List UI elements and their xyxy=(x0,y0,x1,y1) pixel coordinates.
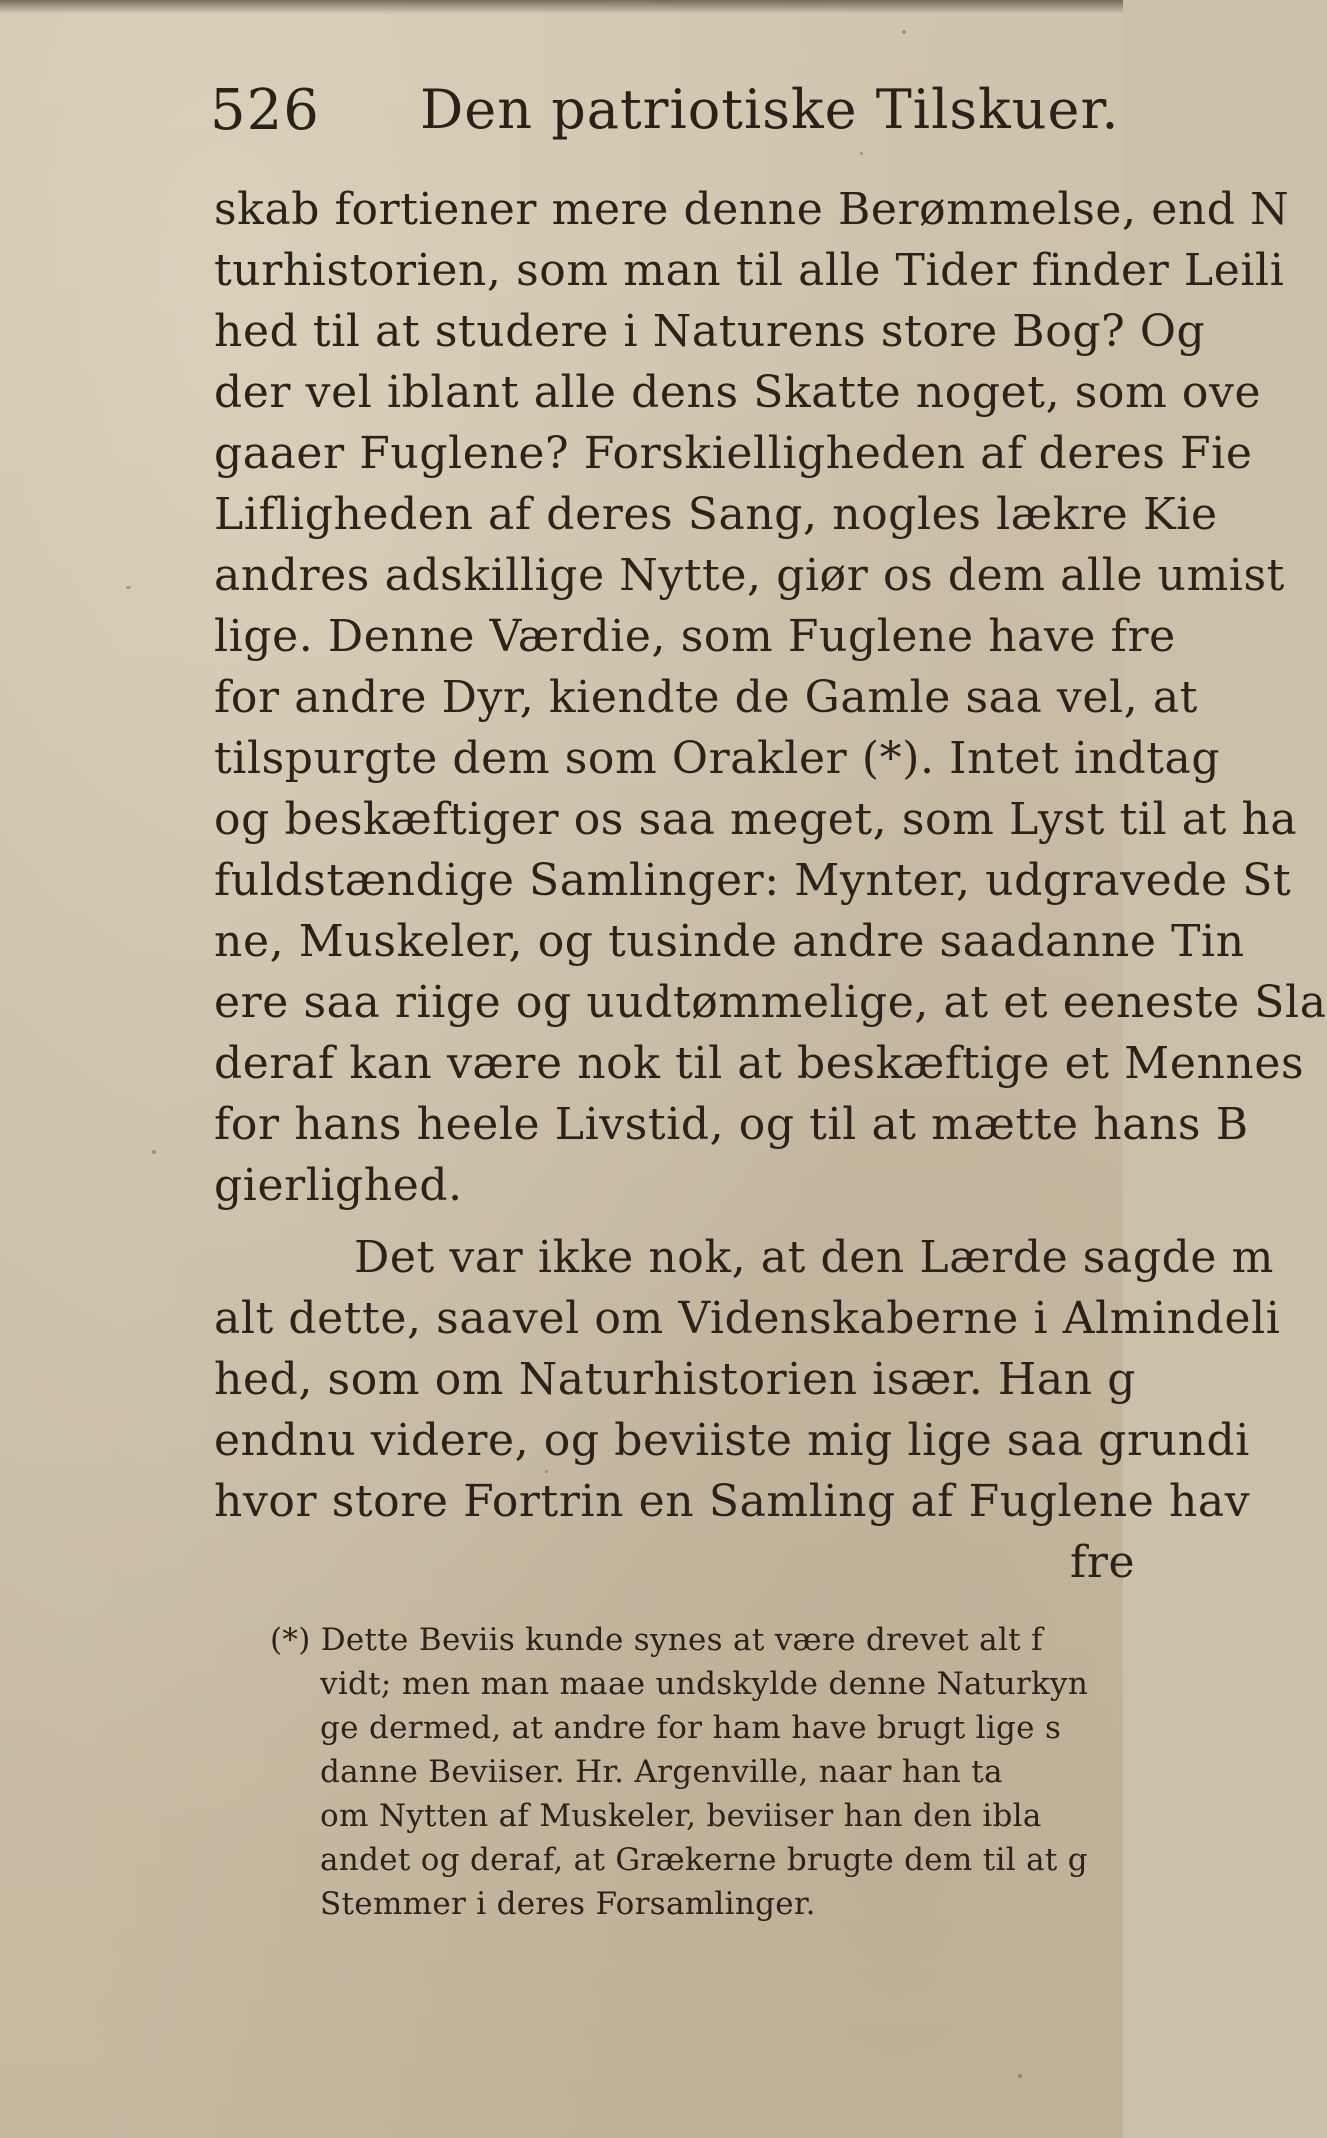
body-line: hed til at studere i Naturens store Bog? Og xyxy=(214,306,1206,357)
page-top-shadow xyxy=(0,0,1123,14)
body-line: hed, som om Naturhistorien især. Han g xyxy=(214,1354,1136,1405)
page-number: 526 xyxy=(210,78,320,143)
body-line: for hans heele Livstid, og til at mætte hans B xyxy=(214,1099,1249,1150)
body-line: ere saa riige og uudtømmelige, at et eeneste Sla xyxy=(214,977,1327,1028)
body-line: andres adskillige Nytte, giør os dem alle umist xyxy=(214,550,1285,601)
paper-speck xyxy=(902,30,906,34)
body-line: endnu videre, og beviiste mig lige saa grundi xyxy=(214,1415,1250,1466)
body-line: Det var ikke nok, at den Lærde sagde m xyxy=(354,1232,1274,1283)
body-line: Lifligheden af deres Sang, nogles lækre Kie xyxy=(214,489,1218,540)
body-line: gierlighed. xyxy=(214,1160,463,1211)
footnote-line: ge dermed, at andre for ham have brugt lige s xyxy=(320,1710,1062,1746)
footnote-line: Stemmer i deres Forsamlinger. xyxy=(320,1886,816,1922)
paper-speck xyxy=(152,1150,156,1154)
footnote-line: (*) Dette Beviis kunde synes at være drevet alt f xyxy=(270,1622,1043,1658)
paper-speck xyxy=(1018,2074,1022,2078)
body-line: skab fortiener mere denne Berømmelse, end N xyxy=(214,184,1290,235)
footnote-line: vidt; men man maae undskylde denne Naturkyn xyxy=(320,1666,1089,1702)
body-line: ne, Muskeler, og tusinde andre saadanne Tin xyxy=(214,916,1245,967)
body-line: og beskæftiger os saa meget, som Lyst til at ha xyxy=(214,794,1298,845)
body-line: turhistorien, som man til alle Tider finder Leili xyxy=(214,245,1285,296)
body-line: tilspurgte dem som Orakler (*). Intet indtag xyxy=(214,733,1221,784)
body-line: hvor store Fortrin en Samling af Fuglene hav xyxy=(214,1476,1251,1527)
footnote-line: om Nytten af Muskeler, beviiser han den ibla xyxy=(320,1798,1042,1834)
paper-speck xyxy=(126,586,131,589)
body-line: deraf kan være nok til at beskæftige et Mennes xyxy=(214,1038,1305,1089)
catchword: fre xyxy=(1070,1537,1136,1588)
body-line: alt dette, saavel om Videnskaberne i Almindeli xyxy=(214,1293,1281,1344)
footnote-line: danne Beviiser. Hr. Argenville, naar han ta xyxy=(320,1754,1003,1790)
body-line: lige. Denne Værdie, som Fuglene have fre xyxy=(214,611,1176,662)
footnote-line: andet og deraf, at Grækerne brugte dem til at g xyxy=(320,1842,1088,1878)
page-header xyxy=(210,78,1120,158)
body-line: gaaer Fuglene? Forskielligheden af deres Fie xyxy=(214,428,1253,479)
body-line: der vel iblant alle dens Skatte noget, som ove xyxy=(214,367,1262,418)
body-line: for andre Dyr, kiendte de Gamle saa vel, at xyxy=(214,672,1198,723)
body-line: fuldstændige Samlinger: Mynter, udgravede St xyxy=(214,855,1292,906)
running-head: Den patriotiske Tilskuer. xyxy=(420,78,1120,141)
